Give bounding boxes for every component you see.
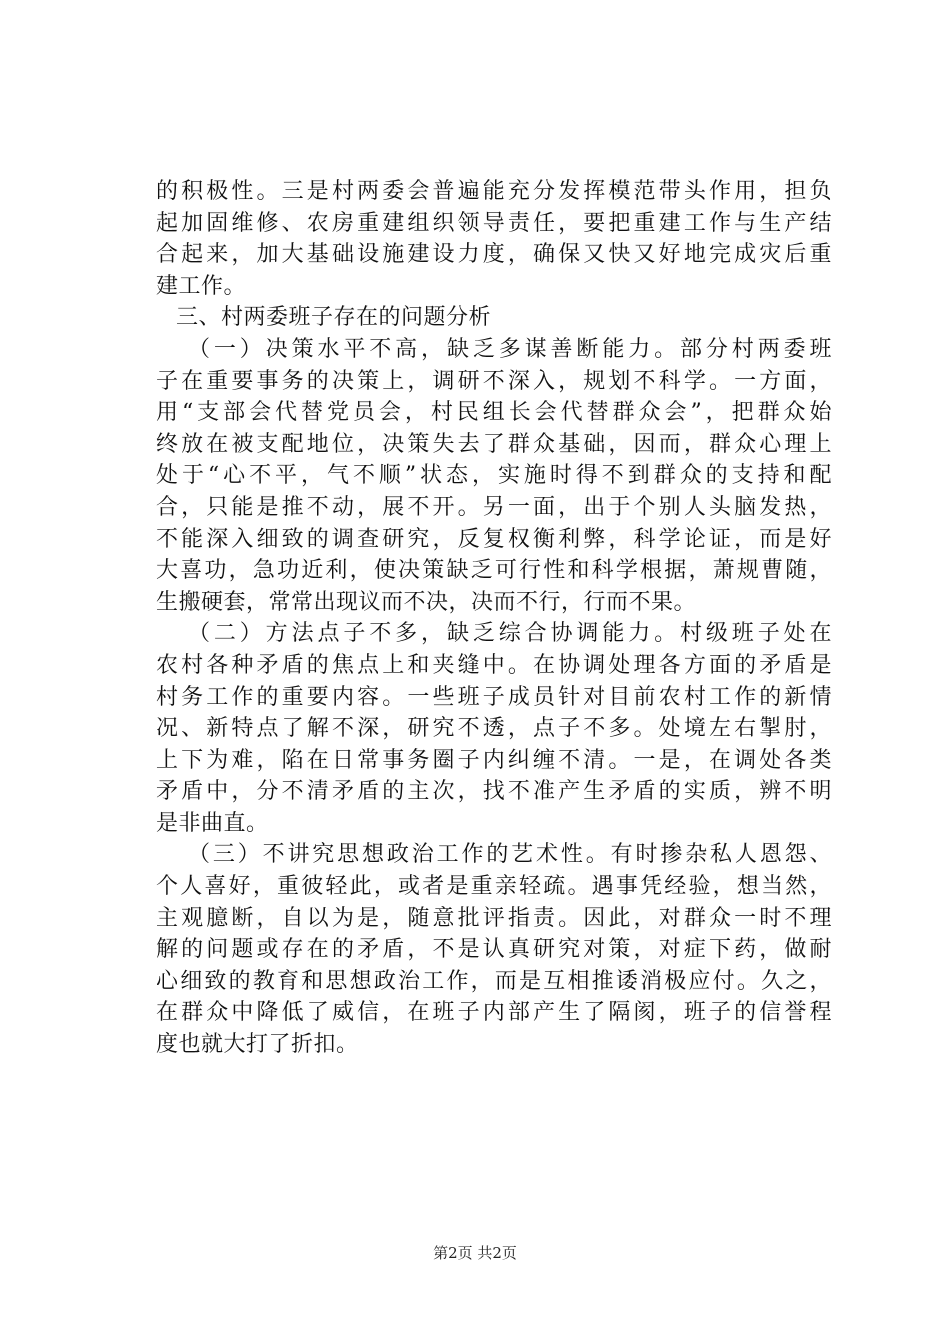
text-line: 度也就大打了折扣。 [156, 1032, 359, 1058]
text-line: 生搬硬套，常常出现议而不决，决而不行，行而不果。 [156, 589, 697, 615]
text-line: 处于“心不平，气不顺”状态，实施时得不到群众的支持和配 [156, 463, 832, 489]
page-footer: 第2页 共2页 [433, 1244, 517, 1262]
text-line: 农村各种矛盾的焦点上和夹缝中。在协调处理各方面的矛盾是 [156, 652, 832, 678]
text-line: 解的问题或存在的矛盾，不是认真研究对策，对症下药，做耐 [156, 937, 832, 963]
text-line: （二）方法点子不多，缺乏综合协调能力。村级班子处在 [188, 621, 832, 647]
text-line: 用“支部会代替党员会，村民组长会代替群众会”，把群众始 [156, 400, 832, 426]
text-line: 合，只能是推不动，展不开。另一面，出于个别人头脑发热， [156, 494, 832, 520]
text-line: 不能深入细致的调查研究，反复权衡利弊，科学论证，而是好 [156, 526, 832, 552]
text-line: 上下为难，陷在日常事务圈子内纠缠不清。一是，在调处各类 [156, 747, 832, 773]
text-line: 子在重要事务的决策上，调研不深入，规划不科学。一方面， [156, 368, 832, 394]
text-line: 主观臆断，自以为是，随意批评指责。因此，对群众一时不理 [156, 905, 832, 931]
document-body [156, 176, 832, 1061]
text-line: 起加固维修、农房重建组织领导责任，要把重建工作与生产结 [156, 210, 832, 236]
text-line: 终放在被支配地位，决策失去了群众基础，因而，群众心理上 [156, 431, 832, 457]
text-line: （一）决策水平不高，缺乏多谋善断能力。部分村两委班 [188, 336, 832, 362]
text-line: 个人喜好，重彼轻此，或者是重亲轻疏。遇事凭经验，想当然， [156, 874, 832, 900]
text-line: 的积极性。三是村两委会普遍能充分发挥模范带头作用，担负 [156, 179, 832, 204]
text-line: （三）不讲究思想政治工作的艺术性。有时掺杂私人恩怨、 [188, 842, 832, 868]
text-line: 心细致的教育和思想政治工作，而是互相推诿消极应付。久之， [156, 968, 832, 994]
text-line: 村务工作的重要内容。一些班子成员针对目前农村工作的新情 [156, 684, 832, 710]
text-line: 矛盾中，分不清矛盾的主次，找不准产生矛盾的实质，辨不明 [156, 779, 832, 805]
text-line: 在群众中降低了威信，在班子内部产生了隔阂，班子的信誉程 [156, 1000, 832, 1026]
text-line: 大喜功，急功近利，使决策缺乏可行性和科学根据，萧规曹随， [156, 558, 832, 584]
text-line: 况、新特点了解不深，研究不透，点子不多。处境左右掣肘， [156, 716, 832, 742]
section-heading: 三、村两委班子存在的问题分析 [176, 305, 492, 331]
text-line: 是非曲直。 [156, 810, 269, 836]
text-line: 建工作。 [156, 273, 247, 299]
text-line: 合起来，加大基础设施建设力度，确保又快又好地完成灾后重 [156, 242, 832, 268]
